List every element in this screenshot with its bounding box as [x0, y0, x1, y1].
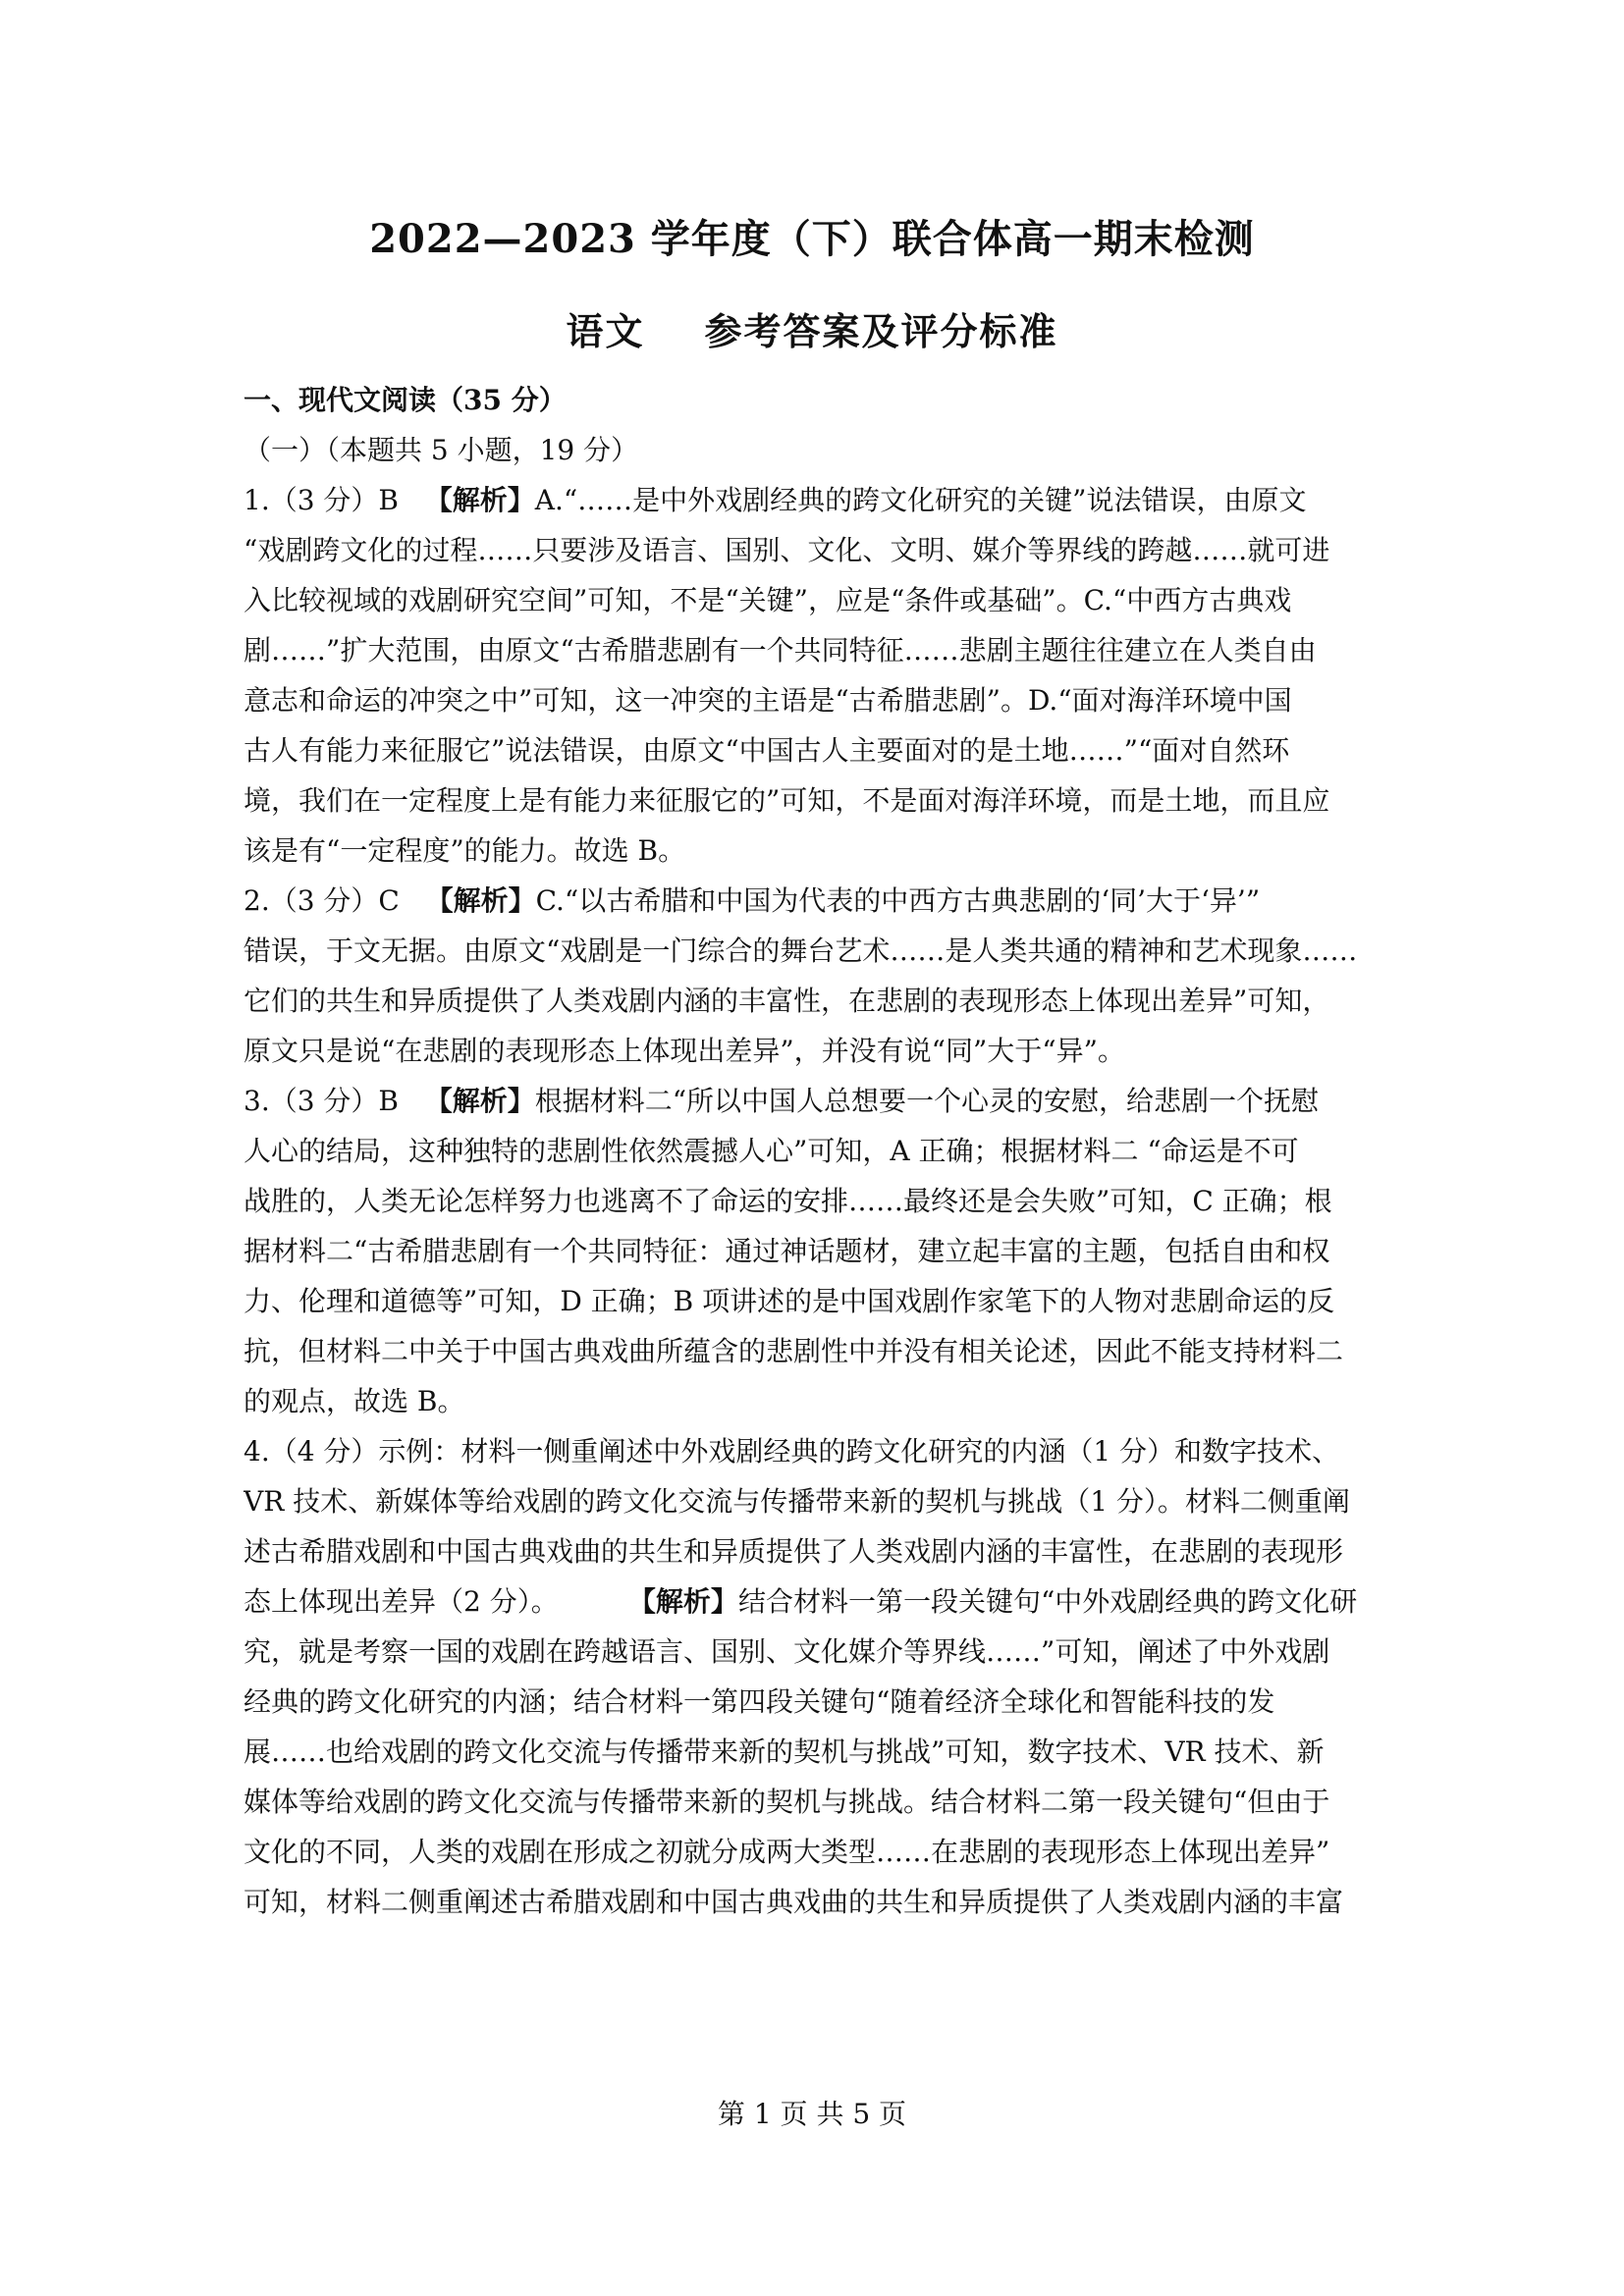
paragraph-line: 古人有能力来征服它”说法错误，由原文“中国古人主要面对的是土地……”“面对自然环	[244, 734, 1290, 767]
paragraph-line: 抗，但材料二中关于中国古典戏曲所蕴含的悲剧性中并没有相关论述，因此不能支持材料二	[244, 1335, 1344, 1367]
paragraph-line: 剧……”扩大范围，由原文“古希腊悲剧有一个共同特征……悲剧主题往往建立在人类自由	[244, 634, 1317, 667]
question-number: 2.（3 分）C	[244, 884, 400, 917]
question-2	[244, 876, 1382, 1076]
question-number: 3.（3 分）B	[244, 1085, 400, 1117]
paragraph-line: 错误，于文无据。由原文“戏剧是一门综合的舞台艺术……是人类共通的精神和艺术现象……	[244, 934, 1358, 967]
paragraph-line	[244, 1076, 1382, 1126]
paragraph-line: “戏剧跨文化的过程……只要涉及语言、国别、文化、文明、媒介等界线的跨越……就可进	[244, 534, 1330, 566]
paragraph-line: 媒体等给戏剧的跨文化交流与传播带来新的契机与挑战。结合材料二第一段关键句“但由于	[244, 1786, 1330, 1818]
paragraph-line: 可知，材料二侧重阐述古希腊戏剧和中国古典戏曲的共生和异质提供了人类戏剧内涵的丰富	[244, 1886, 1344, 1918]
paragraph-line: 战胜的，人类无论怎样努力也逃离不了命运的安排……最终还是会失败”可知，C 正确；根	[244, 1185, 1332, 1217]
paragraph-line	[244, 475, 1382, 525]
question-3	[244, 1076, 1382, 1426]
paragraph-line: 入比较视域的戏剧研究空间”可知，不是“关键”，应是“条件或基础”。C.“中西方古典戏	[244, 584, 1292, 616]
section-heading: 一、现代文阅读（35 分）	[244, 384, 567, 416]
paragraph-line: 文化的不同，人类的戏剧在形成之初就分成两大类型……在悲剧的表现形态上体现出差异”	[244, 1836, 1330, 1868]
analysis-tag: 【解析】	[424, 1085, 535, 1117]
paragraph-text: C.“以古希腊和中国为代表的中西方古典悲剧的‘同’大于‘异’”	[535, 884, 1261, 917]
paragraph-line: 的观点，故选 B。	[244, 1385, 465, 1417]
paragraph-line: 4.（4 分）示例：材料一侧重阐述中外戏剧经典的跨文化研究的内涵（1 分）和数字技术、	[244, 1435, 1340, 1468]
paragraph-line: 经典的跨文化研究的内涵；结合材料一第四段关键句“随着经济全球化和智能科技的发	[244, 1685, 1275, 1718]
paragraph-line: 它们的共生和异质提供了人类戏剧内涵的丰富性，在悲剧的表现形态上体现出差异”可知，	[244, 985, 1330, 1017]
question-4	[244, 1426, 1382, 1927]
document-subtitle: 语文 参考答案及评分标准	[566, 309, 1058, 353]
answer-content	[244, 375, 1382, 1927]
analysis-tag: 【解析】	[627, 1585, 738, 1618]
paragraph-line: 该是有“一定程度”的能力。故选 B。	[244, 834, 686, 867]
paragraph-line: 力、伦理和道德等”可知，D 正确；B 项讲述的是中国戏剧作家笔下的人物对悲剧命运的反	[244, 1285, 1335, 1317]
paragraph-text: 态上体现出差异（2 分）。	[244, 1585, 559, 1618]
paragraph-line: 究，就是考察一国的戏剧在跨越语言、国别、文化媒介等界线……”可知，阐述了中外戏剧	[244, 1635, 1330, 1668]
paragraph-line: 展……也给戏剧的跨文化交流与传播带来新的契机与挑战”可知，数字技术、VR 技术、新	[244, 1735, 1325, 1768]
paragraph-line: 原文只是说“在悲剧的表现形态上体现出差异”，并没有说“同”大于“异”。	[244, 1035, 1125, 1067]
paragraph-text: 根据材料二“所以中国人总想要一个心灵的安慰，给悲剧一个抚慰	[534, 1085, 1320, 1117]
paragraph-line: 据材料二“古希腊悲剧有一个共同特征：通过神话题材，建立起丰富的主题，包括自由和权	[244, 1235, 1330, 1267]
page-number: 第 1 页 共 5 页	[717, 2098, 907, 2130]
question-1	[244, 475, 1382, 876]
paragraph-line: VR 技术、新媒体等给戏剧的跨文化交流与传播带来新的契机与挑战（1 分）。材料二侧重阐	[244, 1485, 1350, 1518]
paragraph-line	[244, 1576, 1382, 1627]
paragraph-line: 意志和命运的冲突之中”可知，这一冲突的主语是“古希腊悲剧”。D.“面对海洋环境中国	[244, 684, 1292, 717]
document-title: 2022—2023 学年度（下）联合体高一期末检测	[369, 216, 1255, 262]
paragraph-text: A.“……是中外戏剧经典的跨文化研究的关键”说法错误，由原文	[534, 484, 1307, 516]
paragraph-line	[244, 876, 1382, 926]
analysis-tag: 【解析】	[424, 484, 535, 516]
analysis-tag: 【解析】	[425, 884, 536, 917]
section-subheading: （一）（本题共 5 小题，19 分）	[244, 434, 639, 466]
paragraph-text: 结合材料一第一段关键句“中外戏剧经典的跨文化研	[737, 1585, 1358, 1618]
paragraph-line: 境，我们在一定程度上是有能力来征服它的”可知，不是面对海洋环境，而是土地，而且应	[244, 784, 1330, 817]
question-number: 1.（3 分）B	[244, 484, 400, 516]
paragraph-line: 述古希腊戏剧和中国古典戏曲的共生和异质提供了人类戏剧内涵的丰富性，在悲剧的表现形	[244, 1535, 1344, 1568]
paragraph-line: 人心的结局，这种独特的悲剧性依然震撼人心”可知，A 正确；根据材料二 “命运是不可	[244, 1135, 1299, 1167]
